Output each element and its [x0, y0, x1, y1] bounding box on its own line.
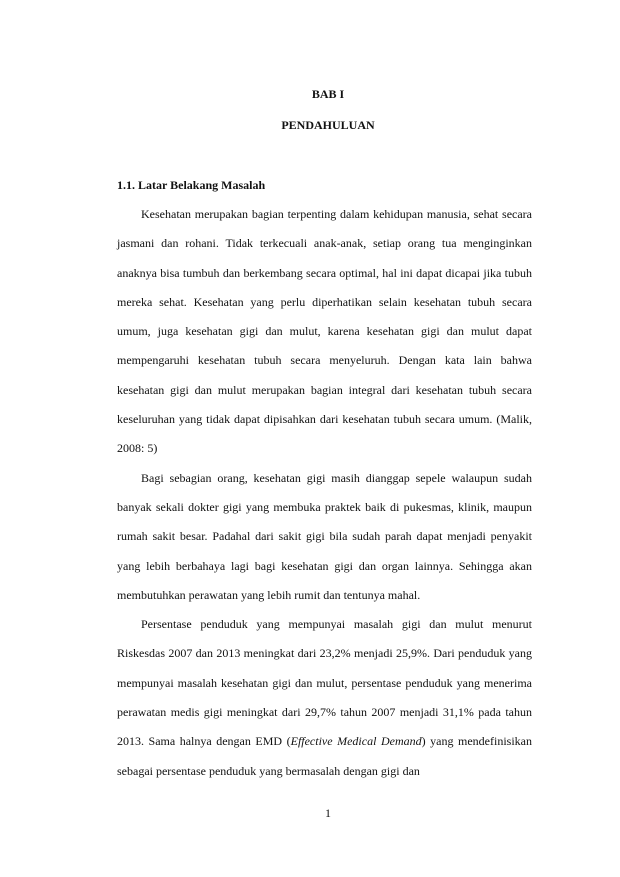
paragraph-1: Kesehatan merupakan bagian terpenting dalam kehidupan manusia, sehat secara jasmani dan rohani. Tidak terkecuali anak-anak, setiap orang tua menginginkan anaknya bisa tumbuh dan berkembang secara optimal, hal ini dapat dicapai jika tubuh mereka sehat. Kesehatan yang perlu diperhatikan selain kesehatan tubuh secara umum, juga kesehatan gigi dan mulut, karena kesehatan gigi dan mulut dapat mempengaruhi kesehatan tubuh secara menyeluruh. Dengan kata lain bahwa kesehatan gigi dan mulut merupakan bagian integral dari kesehatan tubuh secara keseluruhan yang tidak dapat dipisahkan dari kesehatan tubuh secara umum. (Malik, 2008: 5) [117, 207, 532, 456]
paragraph-3-italic-term: Effective Medical Demand [290, 734, 422, 749]
chapter-number: BAB I [311, 87, 345, 101]
page-number: 1 [325, 806, 331, 820]
body-text [117, 200, 532, 786]
paragraph-3-text-before: Persentase penduduk yang mempunyai masalah gigi dan mulut menurut Riskesdas 2007 dan 2013 meningkat dari 23,2% menjadi 25,9%. Dari penduduk yang mempunyai masalah kesehatan gigi dan mulut, persentase penduduk yang menerima perawatan medis gigi meningkat dari 29,7% tahun 2007 menjadi 31,1% pada tahun 2013. Sama halnya dengan EMD ( [117, 617, 532, 749]
paragraph-2: Bagi sebagian orang, kesehatan gigi masih dianggap sepele walaupun sudah banyak sekali dokter gigi yang membuka praktek baik di pukesmas, klinik, maupun rumah sakit besar. Padahal dari sakit gigi bila sudah parah dapat menjadi penyakit yang lebih berbahaya lagi bagi kesehatan gigi dan organ lainnya. Sehingga akan membutuhkan perawatan yang lebih rumit dan tentunya mahal. [117, 470, 532, 602]
chapter-title: PENDAHULUAN [281, 118, 375, 132]
section-heading: 1.1. Latar Belakang Masalah [117, 178, 266, 192]
paragraph-3 [117, 610, 532, 786]
paragraph-3-text-after: ) yang mendefinisikan sebagai persentase penduduk yang bermasalah dengan gigi dan [117, 734, 532, 778]
